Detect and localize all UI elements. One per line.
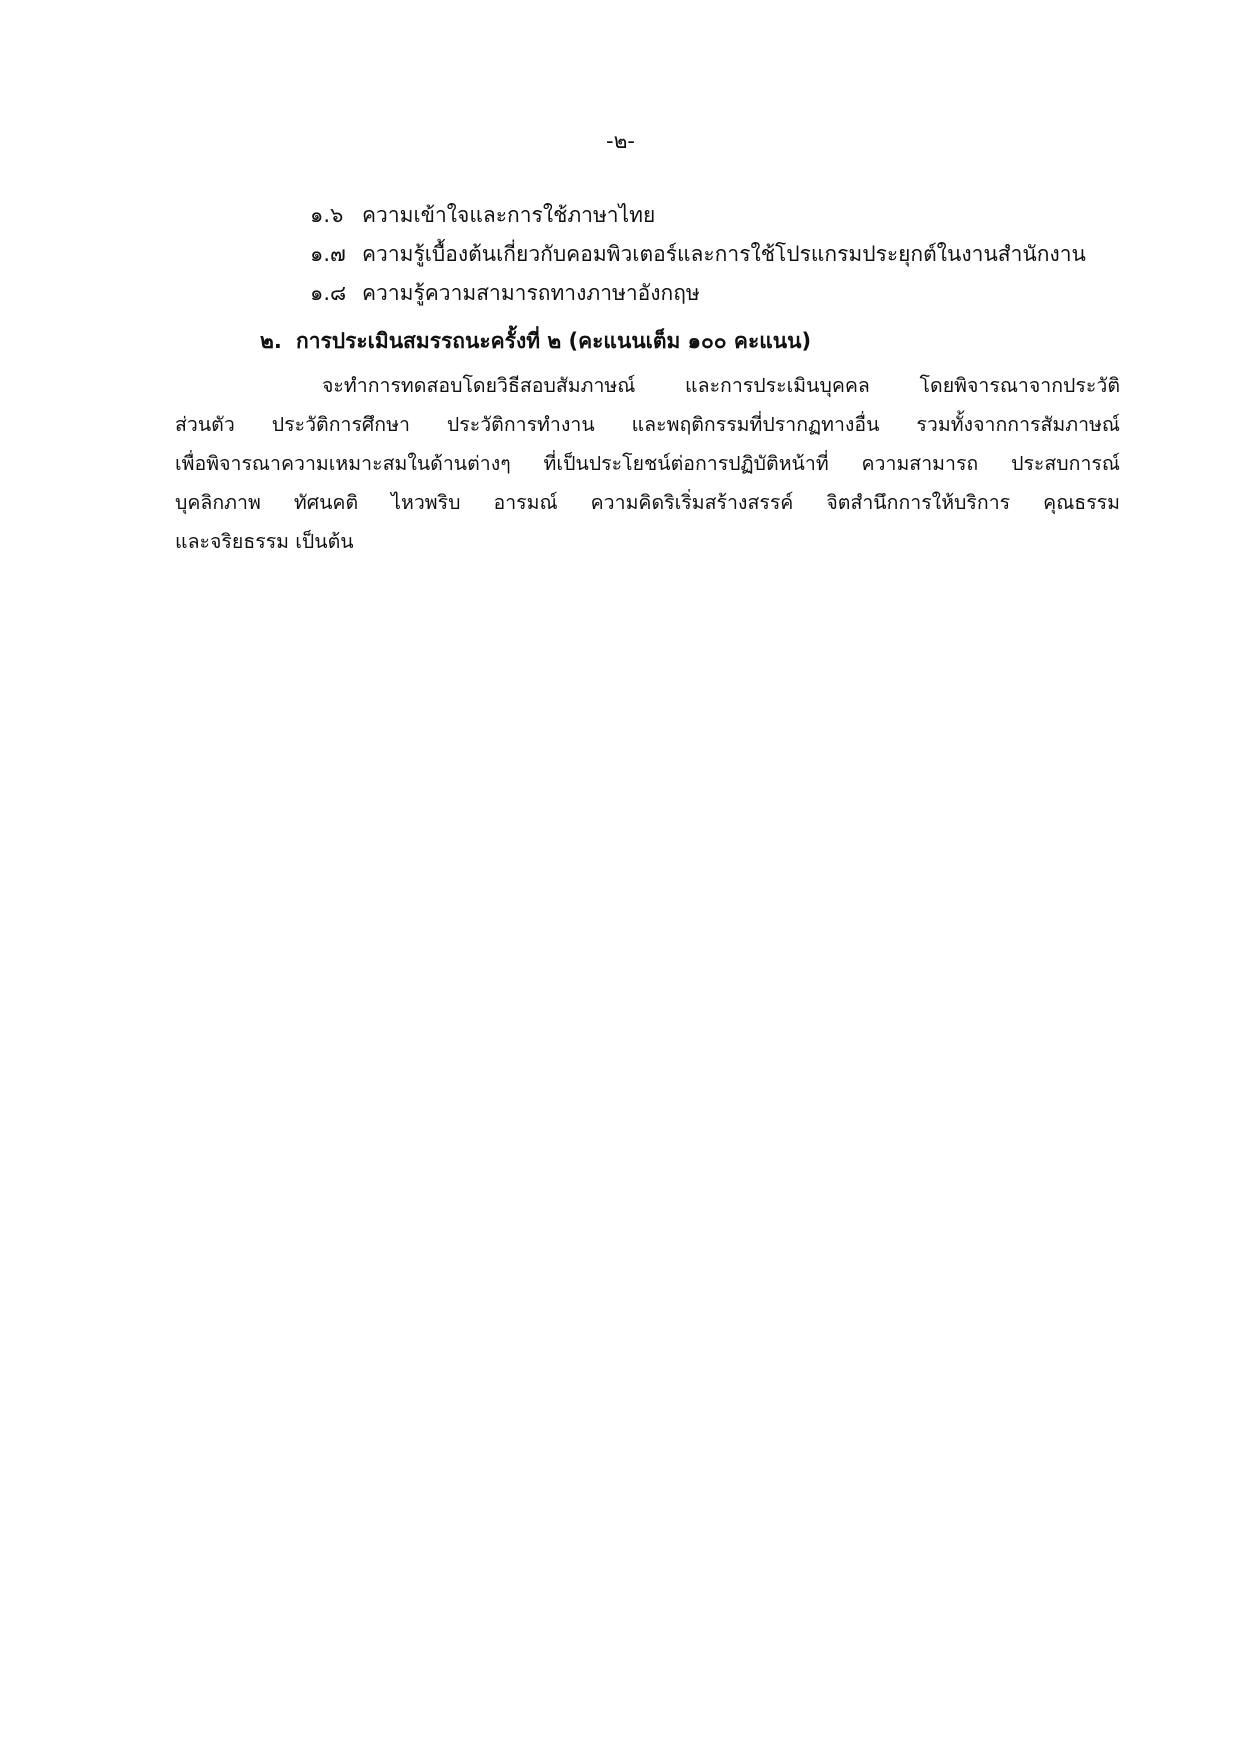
paragraph-line: ส่วนตัว ประวัติการศึกษา ประวัติการทำงาน และพฤติกรรมที่ปรากฏทางอื่น รวมทั้งจากการสัมภาษณ์ (175, 413, 1120, 436)
list-item (310, 239, 1086, 269)
list-item-number: ๑.๖ (310, 203, 344, 227)
list-item-number: ๑.๘ (310, 281, 347, 305)
paragraph-line: บุคลิกภาพ ทัศนคติ ไหวพริบ อารมณ์ ความคิดริเริ่มสร้างสรรค์ จิตสำนึกการให้บริการ คุณธรรม (175, 491, 1120, 514)
page-number: -๒- (606, 129, 635, 153)
list-item (310, 200, 655, 230)
paragraph-line: เพื่อพิจารณาความเหมาะสมในด้านต่างๆ ที่เป็นประโยชน์ต่อการปฏิบัติหน้าที่ ความสามารถ ประสบการณ์ (175, 452, 1120, 475)
paragraph-line: จะทำการทดสอบโดยวิธีสอบสัมภาษณ์ และการประเมินบุคคล โดยพิจารณาจากประวัติ (322, 374, 1120, 397)
section-paragraph (175, 366, 1120, 561)
list-item-text: ความรู้ความสามารถทางภาษาอังกฤษ (362, 281, 700, 305)
list-item-text: ความรู้เบื้องต้นเกี่ยวกับคอมพิวเตอร์และการใช้โปรแกรมประยุกต์ในงานสำนักงาน (362, 242, 1086, 266)
paragraph-line: และจริยธรรม เป็นต้น (175, 530, 354, 553)
list-item-number: ๑.๗ (310, 242, 346, 266)
list-item-text: ความเข้าใจและการใช้ภาษาไทย (362, 203, 656, 227)
section-number: ๒. (260, 329, 282, 353)
list-item (310, 278, 700, 308)
section-title: การประเมินสมรรถนะครั้งที่ ๒ (คะแนนเต็ม ๑๐๐ คะแนน) (296, 329, 812, 353)
section-heading (260, 325, 811, 357)
